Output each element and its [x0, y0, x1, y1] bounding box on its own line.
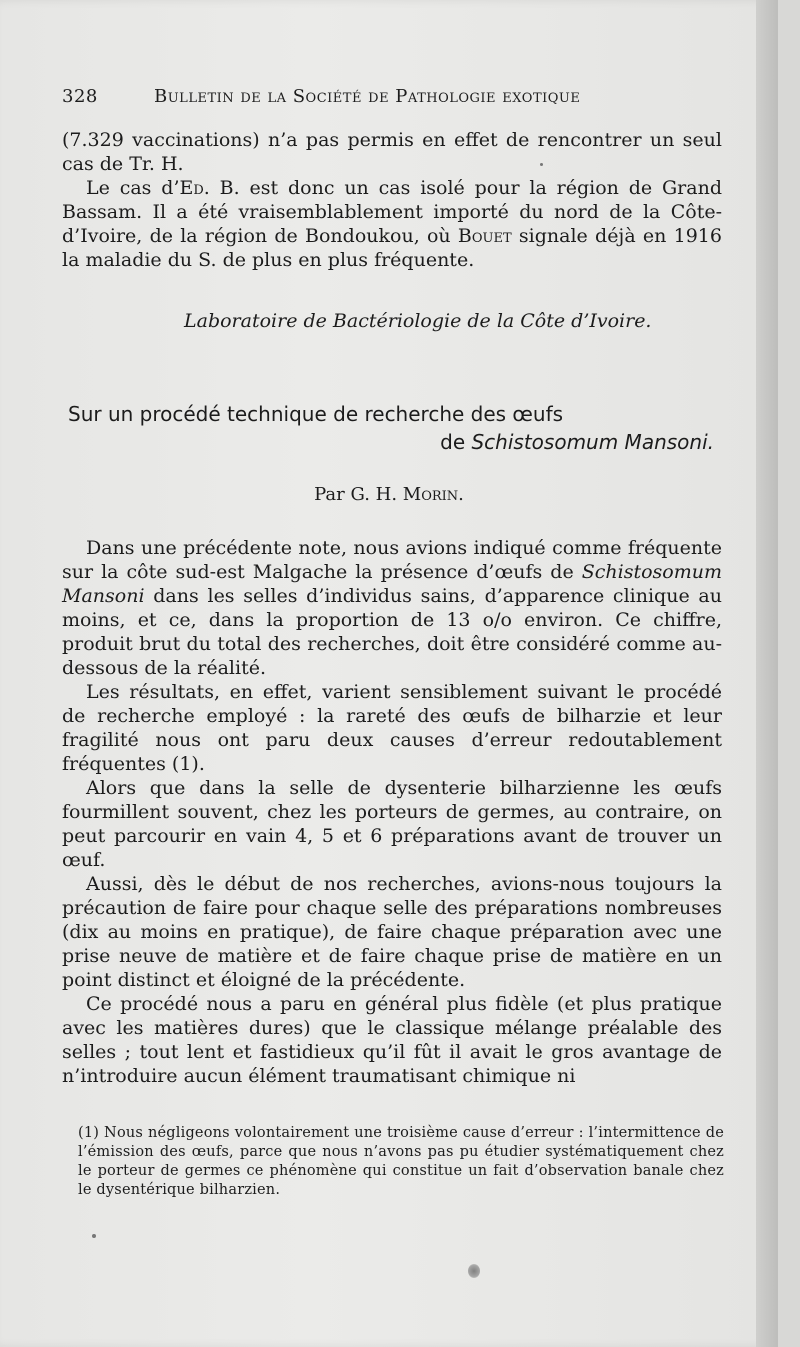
laboratory-signature: Laboratoire de Bactériologie de la Côte d’Ivoire. [184, 310, 652, 332]
text-span: dans les selles d’individus sains, d’apparence clinique au moins, et ce, dans la proportion de 13 o/o environ. Ce chiffre, produit brut du total des recherches, doit être considéré comme au-dessous de la réalité. [62, 585, 722, 679]
paragraph: Aussi, dès le début de nos recherches, avions-nous toujours la précaution de faire pour chaque selle des préparations nombreuses (dix au moins en pratique), de faire chaque préparation avec une prise neuve de matière et de faire chaque prise de matière en un point distinct et éloigné de la précédente. [62, 873, 722, 991]
title-prefix: de [440, 430, 472, 454]
previous-article-ending [62, 128, 722, 272]
paragraph [62, 176, 722, 272]
text-span: Dans une précédente note, nous avions indiqué comme fréquente sur la côte sud-est Malgache la présence d’œufs de [62, 537, 722, 583]
footnote [78, 1124, 724, 1200]
paragraph: (7.329 vaccinations) n’a pas permis en effet de rencontrer un seul cas de Tr. H. [62, 129, 722, 175]
paragraph: Les résultats, en effet, varient sensiblement suivant le procédé de recherche employé : la rareté des œufs de bilharzie et leur fragilité nous ont paru deux causes d’erreur redoutablement fréquentes (1). [62, 681, 722, 775]
species-name: Schistosomum Mansoni [62, 561, 722, 607]
paragraph [62, 536, 722, 680]
article-author [0, 484, 778, 505]
title-line-1: Sur un procédé technique de recherche des œufs [68, 402, 564, 426]
patient-name: Ed [179, 177, 204, 199]
page-edge [756, 0, 778, 1347]
paragraph: Alors que dans la selle de dysenterie bilharzienne les œufs fourmillent souvent, chez les porteurs de germes, au contraire, on peut parcourir en vain 4, 5 et 6 préparations avant de trouver un œuf. [62, 777, 722, 871]
running-header [62, 86, 622, 107]
title-line-2 [68, 428, 718, 456]
speck [540, 163, 543, 166]
article-body [62, 536, 722, 1088]
text-span: Le cas d’ [86, 177, 180, 199]
author-name: Morin. [402, 484, 464, 505]
journal-title: Bulletin de la Société de Pathologie exotique [154, 86, 581, 107]
speck [92, 1234, 96, 1238]
text-span: . B. est donc un cas isolé pour la région de Grand Bassam. Il a été vraisemblablement importé du nord de la Côte-d’Ivoire, de la région de Bondoukou, où [62, 177, 722, 247]
author-prefix: Par G. H. [314, 484, 403, 505]
species-name: Schistosomum Mansoni. [471, 430, 714, 454]
paragraph: Ce procédé nous a paru en général plus fidèle (et plus pratique avec les matières dures) que le classique mélange préalable des selles ; tout lent et fastidieux qu’il fût il avait le gros avantage de n’introduire aucun élément traumatisant chimique ni [62, 993, 722, 1087]
page-number: 328 [62, 86, 98, 107]
cited-author: Bouet [457, 225, 512, 247]
ink-smudge [468, 1264, 480, 1278]
article-title [68, 400, 718, 456]
footnote-text: (1) Nous négligeons volontairement une troisième cause d’erreur : l’intermittence de l’émission des œufs, parce que nous n’avons pas pu étudier systématiquement chez le porteur de germes ce phénomène qui constitue un fait d’observation banale chez le dysentérique bilharzien. [78, 1125, 724, 1198]
text-span: signale déjà en 1916 la maladie du S. de plus en plus fréquente. [62, 225, 722, 271]
